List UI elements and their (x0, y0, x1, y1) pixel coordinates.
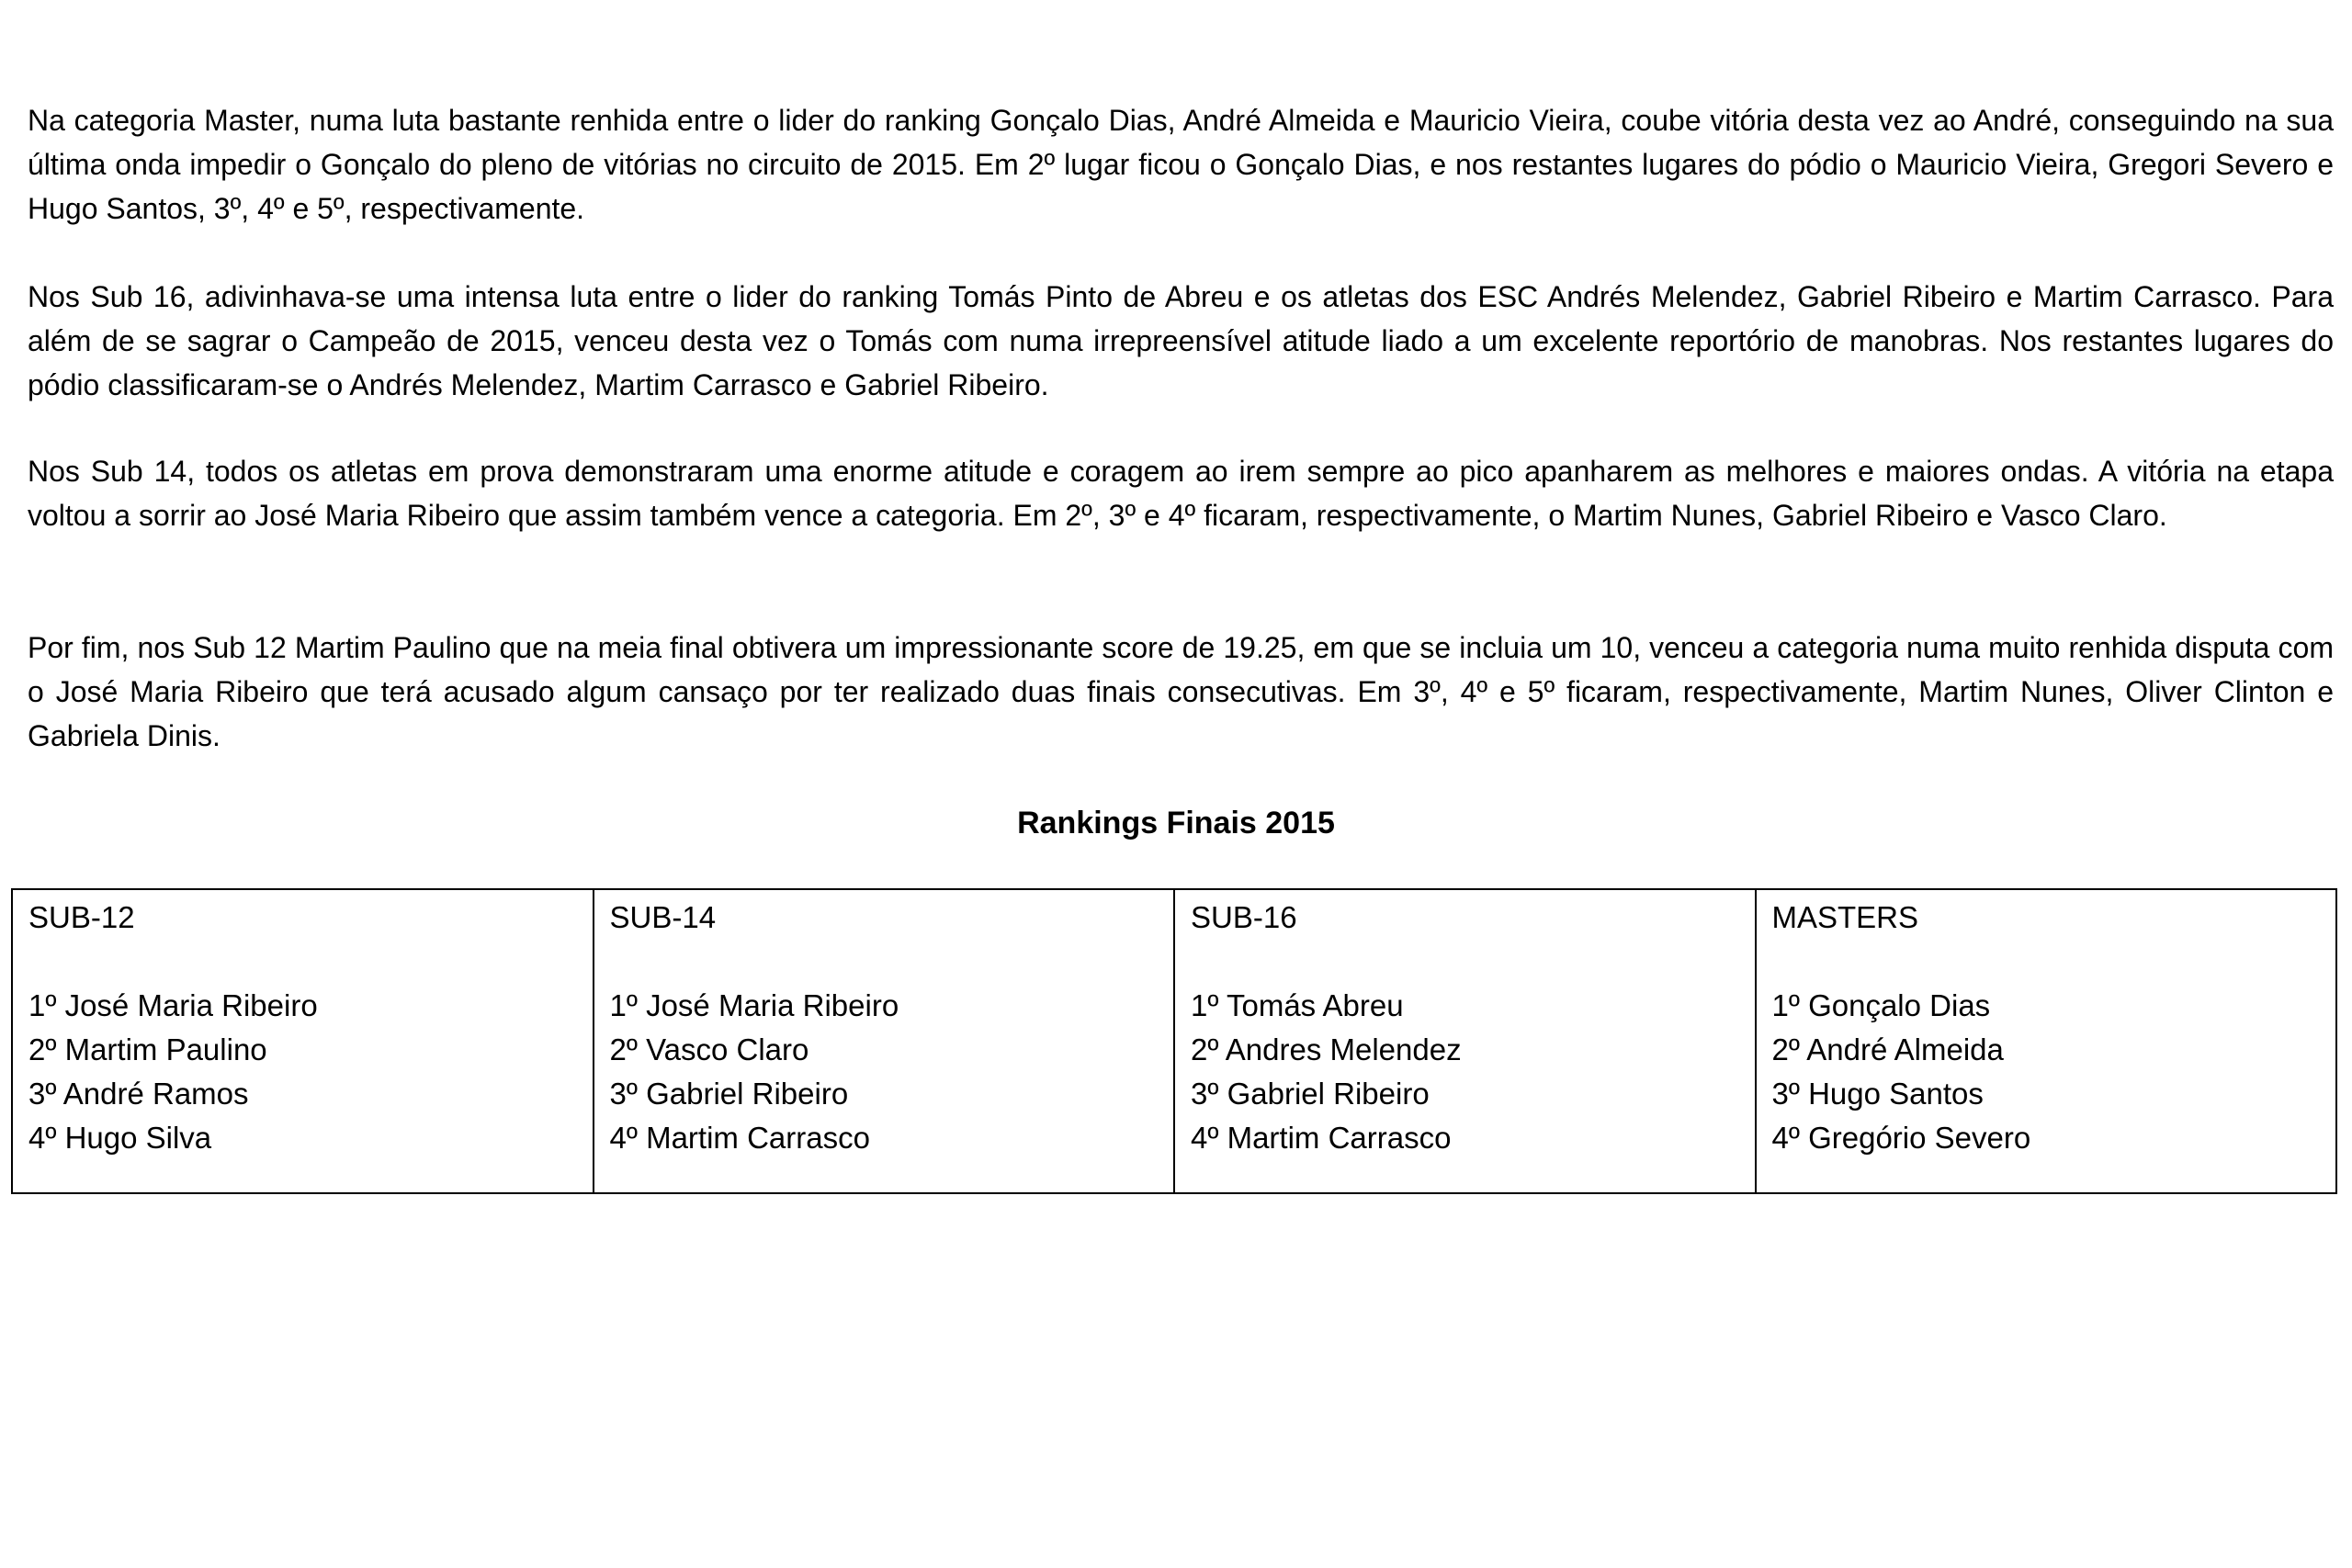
ranking-entry: 2º Vasco Claro (609, 1032, 809, 1066)
rankings-table (11, 888, 2337, 1194)
ranking-entry: 3º Gabriel Ribeiro (609, 1077, 849, 1111)
ranking-entry: 2º Andres Melendez (1191, 1032, 1462, 1066)
ranking-entry: 4º Gregório Severo (1771, 1121, 2031, 1155)
category-title: SUB-16 (1191, 900, 1297, 934)
ranking-entry: 3º Gabriel Ribeiro (1191, 1077, 1430, 1111)
rankings-heading: Rankings Finais 2015 (1017, 806, 1335, 840)
ranking-entry: 1º Tomás Abreu (1191, 988, 1404, 1022)
rankings-row (12, 889, 2336, 1193)
category-title: MASTERS (1771, 900, 1919, 934)
category-title: SUB-14 (609, 900, 717, 934)
rankings-cell-masters (1756, 889, 2337, 1193)
ranking-entry: 4º Martim Carrasco (1191, 1121, 1452, 1155)
paragraph-sub12: Por fim, nos Sub 12 Martim Paulino que na meia final obtivera um impressionante score de 19.25, em que se incluia um 10, venceu a categoria numa muito renhida disputa com o José Maria Ribeiro que terá acusado algum cansaço por ter realizado duas finais consecutivas. Em 3º, 4º e 5º ficaram, respectivamente, Martim Nunes, Oliver Clinton e Gabriela Dinis. (28, 631, 2334, 752)
ranking-entry: 1º José Maria Ribeiro (28, 988, 318, 1022)
rankings-cell-sub12 (12, 889, 594, 1193)
rankings-cell-sub14 (594, 889, 1175, 1193)
rankings-cell-sub16 (1174, 889, 1756, 1193)
ranking-entry: 2º André Almeida (1771, 1032, 2004, 1066)
ranking-entry: 1º José Maria Ribeiro (609, 988, 899, 1022)
cell-spacer (28, 940, 593, 984)
ranking-entry: 1º Gonçalo Dias (1771, 988, 1991, 1022)
ranking-entry: 4º Hugo Silva (28, 1121, 212, 1155)
ranking-entry: 3º Hugo Santos (1771, 1077, 1984, 1111)
category-title: SUB-12 (28, 900, 135, 934)
cell-spacer (1191, 940, 1755, 984)
ranking-entry: 4º Martim Carrasco (609, 1121, 870, 1155)
paragraph-sub16: Nos Sub 16, adivinhava-se uma intensa luta entre o lider do ranking Tomás Pinto de Abreu e os atletas dos ESC Andrés Melendez, Gabriel Ribeiro e Martim Carrasco. Para além de se sagrar o Campeão de 2015, venceu desta vez o Tomás com numa irrepreensível atitude liado a um excelente reportório de manobras. Nos restantes lugares do pódio classificaram-se o Andrés Melendez, Martim Carrasco e Gabriel Ribeiro. (28, 280, 2334, 401)
paragraph-sub14: Nos Sub 14, todos os atletas em prova demonstraram uma enorme atitude e coragem ao irem sempre ao pico apanharem as melhores e maiores ondas. A vitória na etapa voltou a sorrir ao José Maria Ribeiro que assim também vence a categoria. Em 2º, 3º e 4º ficaram, respectivamente, o Martim Nunes, Gabriel Ribeiro e Vasco Claro. (28, 455, 2334, 532)
cell-spacer (610, 940, 1174, 984)
ranking-entry: 3º André Ramos (28, 1077, 249, 1111)
cell-spacer (1772, 940, 2336, 984)
paragraph-masters: Na categoria Master, numa luta bastante renhida entre o lider do ranking Gonçalo Dias, André Almeida e Mauricio Vieira, coube vitória desta vez ao André, conseguindo na sua última onda impedir o Gonçalo do pleno de vitórias no circuito de 2015. Em 2º lugar ficou o Gonçalo Dias, e nos restantes lugares do pódio o Mauricio Vieira, Gregori Severo e Hugo Santos, 3º, 4º e 5º, respectivamente. (28, 104, 2334, 225)
ranking-entry: 2º Martim Paulino (28, 1032, 267, 1066)
